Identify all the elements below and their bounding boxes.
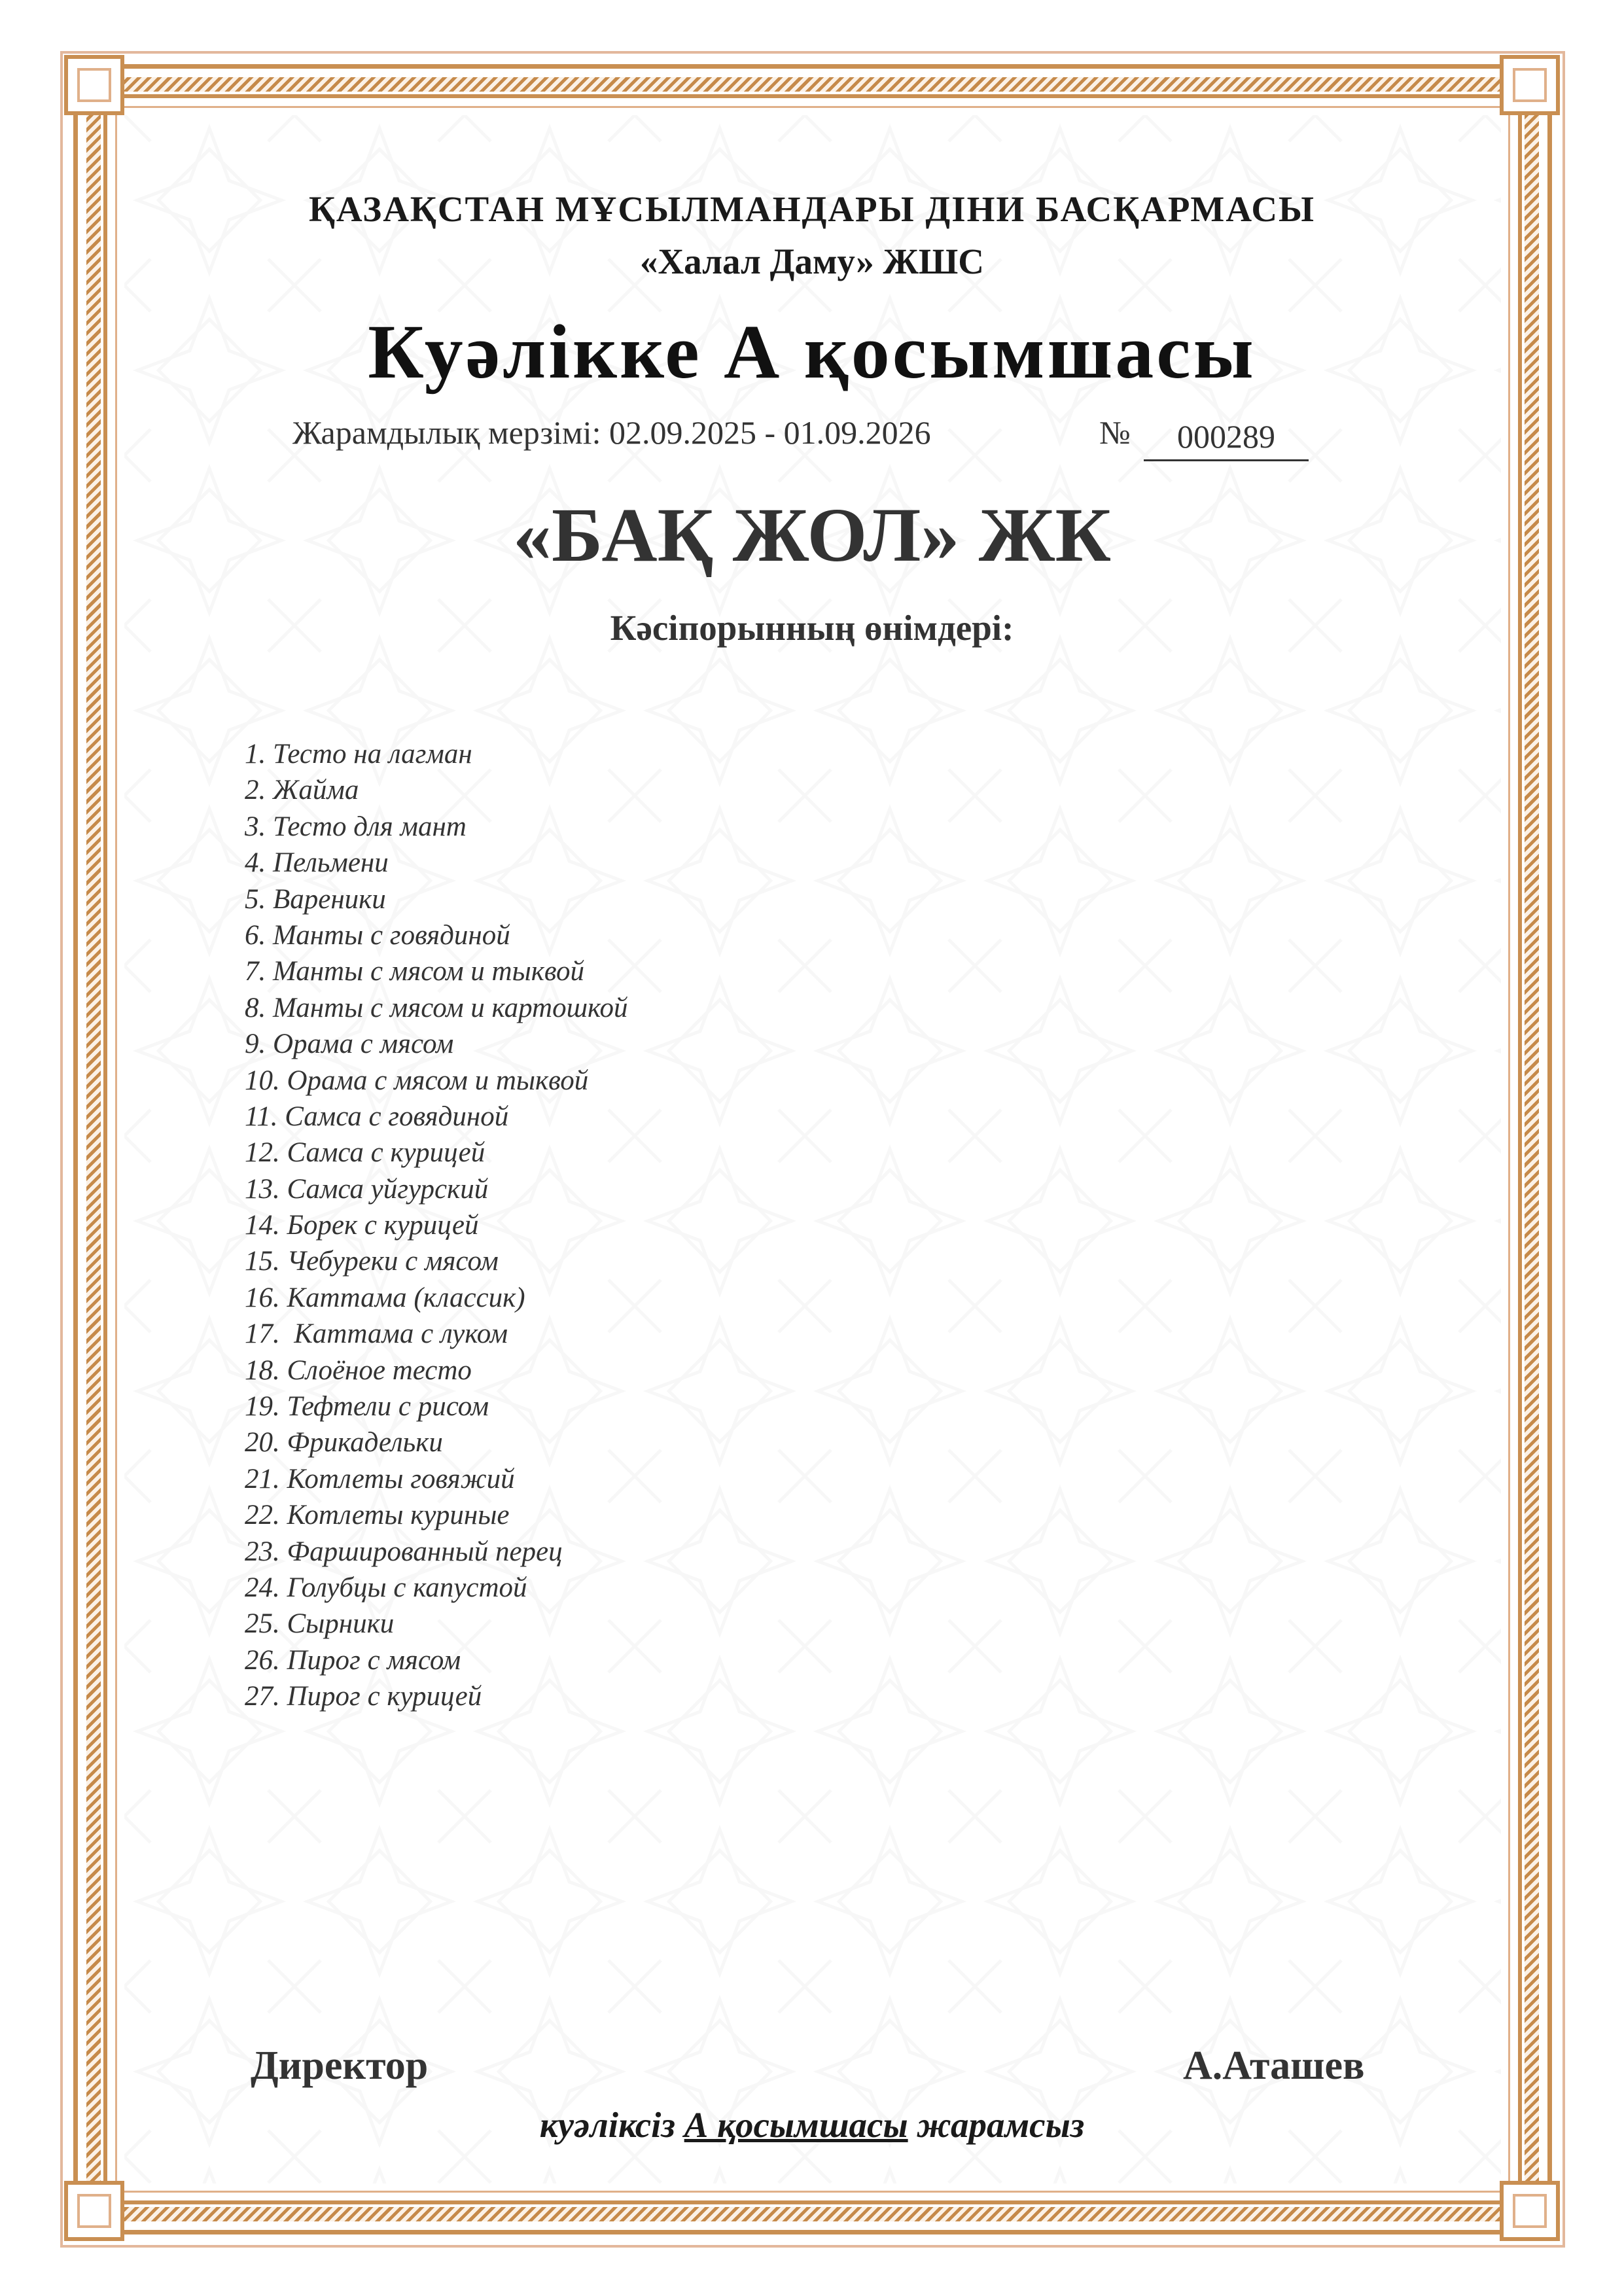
product-item: 26. Пирог с мясом xyxy=(245,1644,461,1676)
product-item: 2. Жайма xyxy=(245,775,359,806)
product-item: 10. Орама с мясом и тыквой xyxy=(245,1065,589,1096)
company-name: «БАҚ ЖОЛ» ЖК xyxy=(512,492,1112,578)
certificate-number: 000289 xyxy=(1144,414,1309,461)
product-item: 7. Манты с мясом и тыквой xyxy=(245,956,584,987)
frame-corner-ornament xyxy=(64,2181,124,2241)
product-item: 19. Тефтели с рисом xyxy=(245,1391,489,1422)
product-item: 16. Каттама (классик) xyxy=(245,1282,525,1313)
frame-corner-ornament xyxy=(1500,2181,1560,2241)
product-item: 13. Самса уйгурский xyxy=(245,1173,489,1205)
product-item: 1. Тесто на лагман xyxy=(245,739,472,769)
product-item: 11. Самса с говядиной xyxy=(245,1101,509,1132)
product-item: 22. Котлеты куриные xyxy=(245,1500,510,1531)
product-item: 14. Борек с курицей xyxy=(245,1210,479,1241)
validity-note-underlined: А қосымшасы xyxy=(684,2105,908,2145)
issuer-name: «Халал Даму» ЖШС xyxy=(639,241,985,281)
frame-corner-ornament xyxy=(64,55,124,115)
product-item: 15. Чебуреки с мясом xyxy=(245,1246,499,1277)
validity-period: Жарамдылық мерзімі: 02.09.2025 - 01.09.2026 xyxy=(292,414,931,451)
signatory-name: А.Аташев xyxy=(1183,2043,1365,2088)
products-heading: Кәсіпорынның өнімдері: xyxy=(610,608,1014,648)
product-item: 21. Котлеты говяжий xyxy=(245,1463,515,1494)
product-item: 9. Орама с мясом xyxy=(245,1029,454,1060)
product-item: 24. Голубцы с капустой xyxy=(245,1572,527,1603)
validity-note-start: куәліксіз xyxy=(539,2105,684,2145)
frame-corner-ornament xyxy=(1500,55,1560,115)
product-item: 8. Манты с мясом и картошкой xyxy=(245,992,628,1023)
product-item: 18. Слоёное тесто xyxy=(245,1354,472,1386)
product-item: 20. Фрикадельки xyxy=(245,1427,443,1458)
product-list xyxy=(245,736,628,1715)
organization-name: ҚАЗАҚСТАН МҰСЫЛМАНДАРЫ ДІНИ БАСҚАРМАСЫ xyxy=(308,189,1316,229)
product-item: 17. Каттама с луком xyxy=(245,1318,508,1350)
product-item: 12. Самса с курицей xyxy=(245,1137,485,1169)
product-item: 23. Фаршированный перец xyxy=(245,1536,563,1567)
product-item: 4. Пельмени xyxy=(245,847,389,879)
product-item: 6. Манты с говядиной xyxy=(245,919,510,951)
product-item: 5. Вареники xyxy=(245,883,386,915)
product-item: 25. Сырники xyxy=(245,1608,395,1640)
document-title: Куәлікке А қосымшасы xyxy=(368,309,1256,395)
number-sign: № xyxy=(1099,414,1131,451)
validity-note xyxy=(0,2104,1624,2146)
signatory-position: Директор xyxy=(251,2043,429,2088)
validity-note-end: жарамсыз xyxy=(908,2105,1085,2145)
product-item: 27. Пирог с курицей xyxy=(245,1681,482,1712)
product-item: 3. Тесто для мант xyxy=(245,811,467,842)
